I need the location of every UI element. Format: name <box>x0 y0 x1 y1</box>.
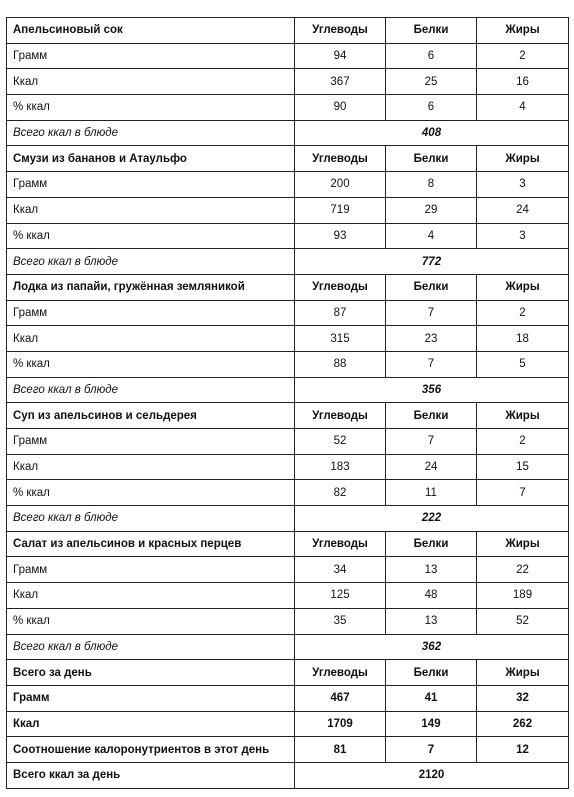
row-label: Грамм <box>7 685 295 711</box>
table-row <box>7 557 569 583</box>
fat-value: 2 <box>477 43 569 69</box>
total-value: 408 <box>295 120 569 146</box>
fat-header: Жиры <box>477 531 569 557</box>
table-row <box>7 95 569 121</box>
carbs-header: Углеводы <box>295 18 386 44</box>
row-label: Ккал <box>7 326 295 352</box>
protein-value: 24 <box>386 454 477 480</box>
protein-value: 6 <box>386 43 477 69</box>
carbs-value: 35 <box>295 608 386 634</box>
dish-kcal-total-row <box>7 377 569 403</box>
fat-header: Жиры <box>477 660 569 686</box>
carbs-value: 1709 <box>295 711 386 737</box>
dish-kcal-total-row <box>7 634 569 660</box>
total-value: 772 <box>295 249 569 275</box>
dish-title: Салат из апельсинов и красных перцев <box>7 531 295 557</box>
carbs-value: 94 <box>295 43 386 69</box>
table-row <box>7 300 569 326</box>
fat-value: 16 <box>477 69 569 95</box>
carbs-header: Углеводы <box>295 660 386 686</box>
protein-value: 7 <box>386 429 477 455</box>
row-label: Ккал <box>7 583 295 609</box>
fat-value: 15 <box>477 454 569 480</box>
fat-value: 4 <box>477 95 569 121</box>
row-label: % ккал <box>7 351 295 377</box>
day-title: Всего за день <box>7 660 295 686</box>
row-label: Ккал <box>7 69 295 95</box>
day-total-header-row <box>7 660 569 686</box>
table-row <box>7 711 569 737</box>
total-label: Всего ккал в блюде <box>7 506 295 532</box>
protein-value: 29 <box>386 197 477 223</box>
carbs-header: Углеводы <box>295 146 386 172</box>
total-label: Всего ккал в блюде <box>7 249 295 275</box>
protein-value: 13 <box>386 608 477 634</box>
protein-value: 7 <box>386 351 477 377</box>
fat-value: 189 <box>477 583 569 609</box>
row-label: Ккал <box>7 711 295 737</box>
dish-header-row <box>7 274 569 300</box>
table-row <box>7 223 569 249</box>
row-label: Соотношение калоронутриентов в этот день <box>7 737 295 763</box>
carbs-value: 87 <box>295 300 386 326</box>
fat-value: 5 <box>477 351 569 377</box>
dish-title: Лодка из папайи, гружённая земляникой <box>7 274 295 300</box>
total-label: Всего ккал за день <box>7 762 295 788</box>
dish-kcal-total-row <box>7 120 569 146</box>
dish-title: Апельсиновый сок <box>7 18 295 44</box>
row-label: % ккал <box>7 95 295 121</box>
table-row <box>7 69 569 95</box>
carbs-value: 82 <box>295 480 386 506</box>
fat-value: 52 <box>477 608 569 634</box>
dish-kcal-total-row <box>7 249 569 275</box>
protein-value: 23 <box>386 326 477 352</box>
carbs-value: 315 <box>295 326 386 352</box>
protein-value: 7 <box>386 300 477 326</box>
carbs-value: 467 <box>295 685 386 711</box>
dish-header-row <box>7 18 569 44</box>
table-row <box>7 326 569 352</box>
table-row <box>7 197 569 223</box>
total-label: Всего ккал в блюде <box>7 120 295 146</box>
fat-value: 18 <box>477 326 569 352</box>
fat-value: 7 <box>477 480 569 506</box>
carbs-header: Углеводы <box>295 403 386 429</box>
total-value: 362 <box>295 634 569 660</box>
protein-value: 25 <box>386 69 477 95</box>
carbs-value: 81 <box>295 737 386 763</box>
row-label: % ккал <box>7 608 295 634</box>
fat-value: 24 <box>477 197 569 223</box>
dish-header-row <box>7 403 569 429</box>
carbs-value: 88 <box>295 351 386 377</box>
fat-value: 22 <box>477 557 569 583</box>
protein-header: Белки <box>386 146 477 172</box>
protein-value: 149 <box>386 711 477 737</box>
fat-value: 3 <box>477 223 569 249</box>
table-row <box>7 685 569 711</box>
row-label: Грамм <box>7 557 295 583</box>
row-label: % ккал <box>7 480 295 506</box>
total-value: 222 <box>295 506 569 532</box>
row-label: Ккал <box>7 197 295 223</box>
fat-header: Жиры <box>477 274 569 300</box>
table-row <box>7 429 569 455</box>
total-label: Всего ккал в блюде <box>7 377 295 403</box>
nutrition-table <box>6 17 569 789</box>
carbs-header: Углеводы <box>295 531 386 557</box>
protein-value: 8 <box>386 172 477 198</box>
carbs-value: 93 <box>295 223 386 249</box>
table-row <box>7 172 569 198</box>
carbs-value: 367 <box>295 69 386 95</box>
total-label: Всего ккал в блюде <box>7 634 295 660</box>
nutrition-table-body <box>7 18 569 789</box>
total-value: 356 <box>295 377 569 403</box>
fat-value: 3 <box>477 172 569 198</box>
table-row <box>7 454 569 480</box>
protein-value: 11 <box>386 480 477 506</box>
carbs-value: 52 <box>295 429 386 455</box>
protein-header: Белки <box>386 403 477 429</box>
protein-header: Белки <box>386 274 477 300</box>
carbs-header: Углеводы <box>295 274 386 300</box>
row-label: Ккал <box>7 454 295 480</box>
dish-header-row <box>7 146 569 172</box>
carbs-value: 90 <box>295 95 386 121</box>
carbs-value: 183 <box>295 454 386 480</box>
protein-value: 48 <box>386 583 477 609</box>
protein-value: 13 <box>386 557 477 583</box>
protein-value: 41 <box>386 685 477 711</box>
row-label: % ккал <box>7 223 295 249</box>
table-row <box>7 480 569 506</box>
dish-kcal-total-row <box>7 506 569 532</box>
dish-title: Суп из апельсинов и сельдерея <box>7 403 295 429</box>
row-label: Грамм <box>7 172 295 198</box>
table-row <box>7 608 569 634</box>
table-row <box>7 583 569 609</box>
dish-header-row <box>7 531 569 557</box>
fat-value: 32 <box>477 685 569 711</box>
row-label: Грамм <box>7 43 295 69</box>
fat-header: Жиры <box>477 146 569 172</box>
protein-header: Белки <box>386 18 477 44</box>
table-row <box>7 43 569 69</box>
carbs-value: 34 <box>295 557 386 583</box>
day-kcal-total-row <box>7 762 569 788</box>
carbs-value: 125 <box>295 583 386 609</box>
fat-header: Жиры <box>477 18 569 44</box>
protein-header: Белки <box>386 660 477 686</box>
table-row <box>7 351 569 377</box>
fat-value: 262 <box>477 711 569 737</box>
fat-value: 2 <box>477 300 569 326</box>
protein-value: 4 <box>386 223 477 249</box>
fat-header: Жиры <box>477 403 569 429</box>
protein-value: 7 <box>386 737 477 763</box>
table-row <box>7 737 569 763</box>
protein-header: Белки <box>386 531 477 557</box>
fat-value: 2 <box>477 429 569 455</box>
dish-title: Смузи из бананов и Атаульфо <box>7 146 295 172</box>
row-label: Грамм <box>7 300 295 326</box>
protein-value: 6 <box>386 95 477 121</box>
carbs-value: 200 <box>295 172 386 198</box>
fat-value: 12 <box>477 737 569 763</box>
carbs-value: 719 <box>295 197 386 223</box>
row-label: Грамм <box>7 429 295 455</box>
total-value: 2120 <box>295 762 569 788</box>
